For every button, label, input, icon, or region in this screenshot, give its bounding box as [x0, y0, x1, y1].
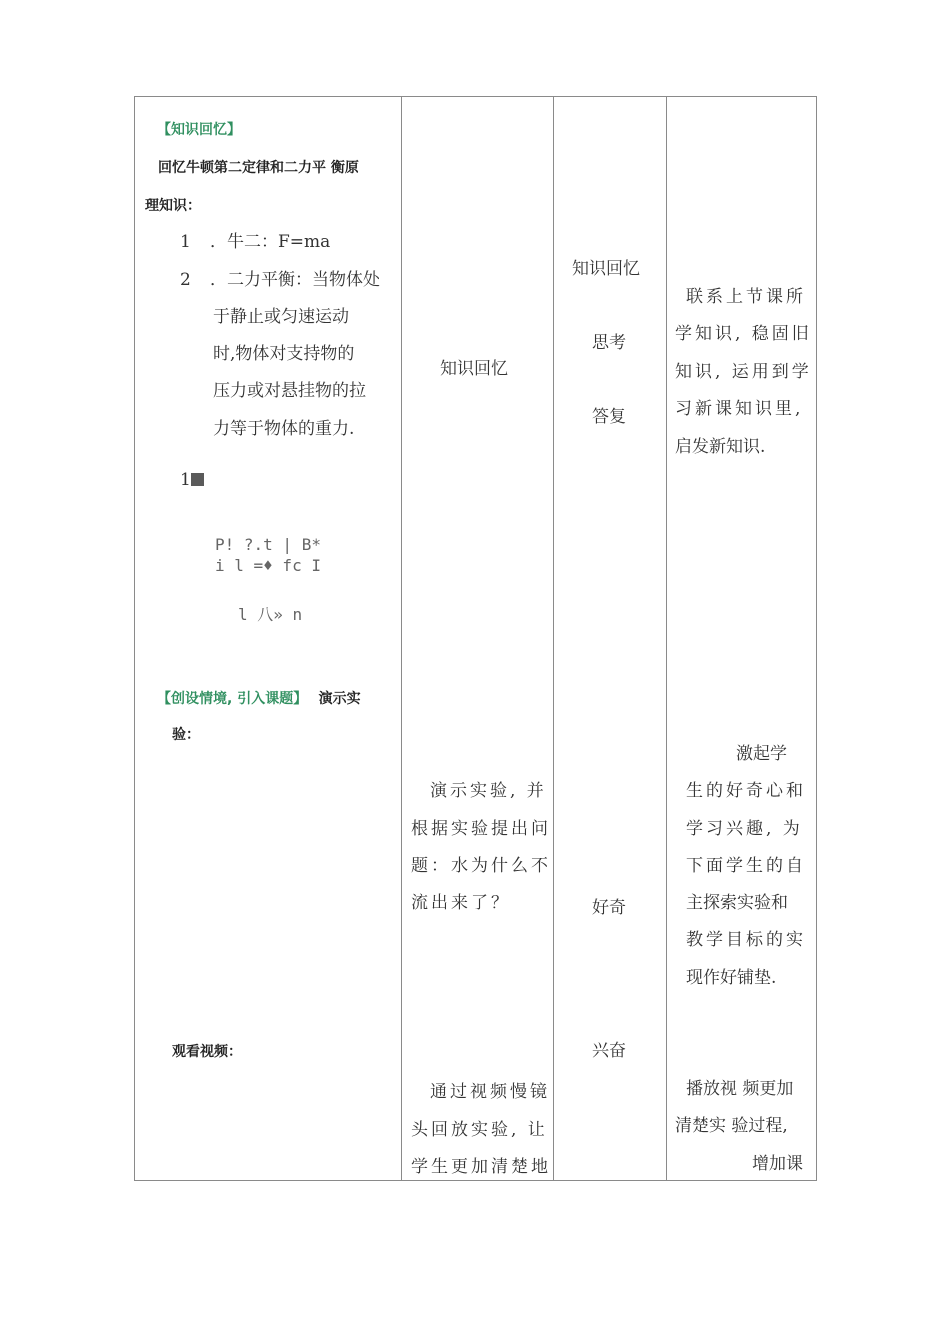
design-intent-line: 习新课知识里,: [675, 399, 804, 419]
ocr-text-line-1: P! ?.t | B*: [215, 535, 321, 554]
design-intent-line: 激起学: [736, 744, 787, 764]
design-intent-line: 知识, 运用到学: [675, 362, 812, 382]
intro-line-2: 理知识：: [145, 198, 201, 214]
design-intent-line: 现作好铺垫.: [686, 968, 777, 988]
section-title-scenario-tail: 演示实: [318, 691, 361, 707]
square-icon: [191, 473, 204, 486]
design-intent-line: 生的好奇心和: [686, 781, 806, 801]
teacher-activity-line: 头回放实验, 让: [411, 1120, 548, 1140]
design-intent-line: 学习兴趣, 为: [686, 819, 803, 839]
section-title-knowledge-review: 【知识回忆】: [157, 122, 241, 138]
design-intent-line: 下面学生的自: [686, 856, 806, 876]
column-divider-1: [401, 97, 402, 1180]
teacher-activity-line: 学生更加清楚地: [411, 1157, 551, 1177]
item-2-number: 2: [180, 270, 191, 290]
student-activity-excited: 兴奋: [592, 1041, 626, 1061]
student-activity-item: 知识回忆: [572, 259, 640, 279]
section-2-line-2: 验：: [172, 727, 200, 743]
item-1-number: 1: [180, 232, 191, 252]
design-intent-line: 播放视 频更加: [686, 1079, 794, 1099]
item-2-line: 力等于物体的重力.: [213, 419, 355, 439]
intro-line-1: 回忆牛顿第二定律和二力平 衡原: [158, 160, 359, 176]
design-intent-line: 增加课: [752, 1154, 803, 1174]
design-intent-line: 学知识, 稳固旧: [675, 324, 812, 344]
teacher-activity-line: 题：水为什么不: [411, 856, 551, 876]
section-title-scenario-label: 【创设情境, 引入课题】: [157, 691, 308, 707]
student-activity-item: 答复: [592, 407, 626, 427]
design-intent-line: 主探索实验和: [686, 893, 788, 913]
teacher-activity-line: 通过视频慢镜: [430, 1082, 550, 1102]
figure-number: 1: [180, 470, 191, 490]
student-activity-item: 思考: [592, 333, 626, 353]
video-label: 观看视频：: [172, 1044, 242, 1060]
design-intent-line: 联系上节课所: [686, 287, 806, 307]
ocr-text-line-2: i l =♦ fc I: [215, 556, 321, 575]
item-2-line: 时,物体对支持物的: [213, 344, 355, 364]
item-2-line: 于静止或匀速运动: [213, 307, 349, 327]
item-2-line: 压力或对悬挂物的拉: [213, 381, 366, 401]
teacher-activity-line: 流出来了？: [411, 893, 511, 913]
student-activity-curious: 好奇: [592, 898, 626, 918]
section-title-scenario: [157, 688, 361, 709]
item-1-text: ．牛二：F=ma: [210, 232, 331, 252]
teacher-activity-line: 根据实验提出问: [411, 819, 551, 839]
column-divider-2: [553, 97, 554, 1180]
figure-label: [180, 470, 204, 490]
item-2-line: ．二力平衡：当物体处: [210, 270, 380, 290]
design-intent-line: 启发新知识.: [675, 437, 766, 457]
teacher-activity-knowledge-review: 知识回忆: [440, 359, 508, 379]
teacher-activity-line: 演示实验, 并: [430, 781, 547, 801]
lesson-table: [134, 96, 817, 1181]
column-divider-3: [666, 97, 667, 1180]
design-intent-line: 清楚实 验过程,: [675, 1116, 788, 1136]
design-intent-line: 教学目标的实: [686, 930, 806, 950]
ocr-text-line-3: l 八» n: [238, 605, 303, 624]
